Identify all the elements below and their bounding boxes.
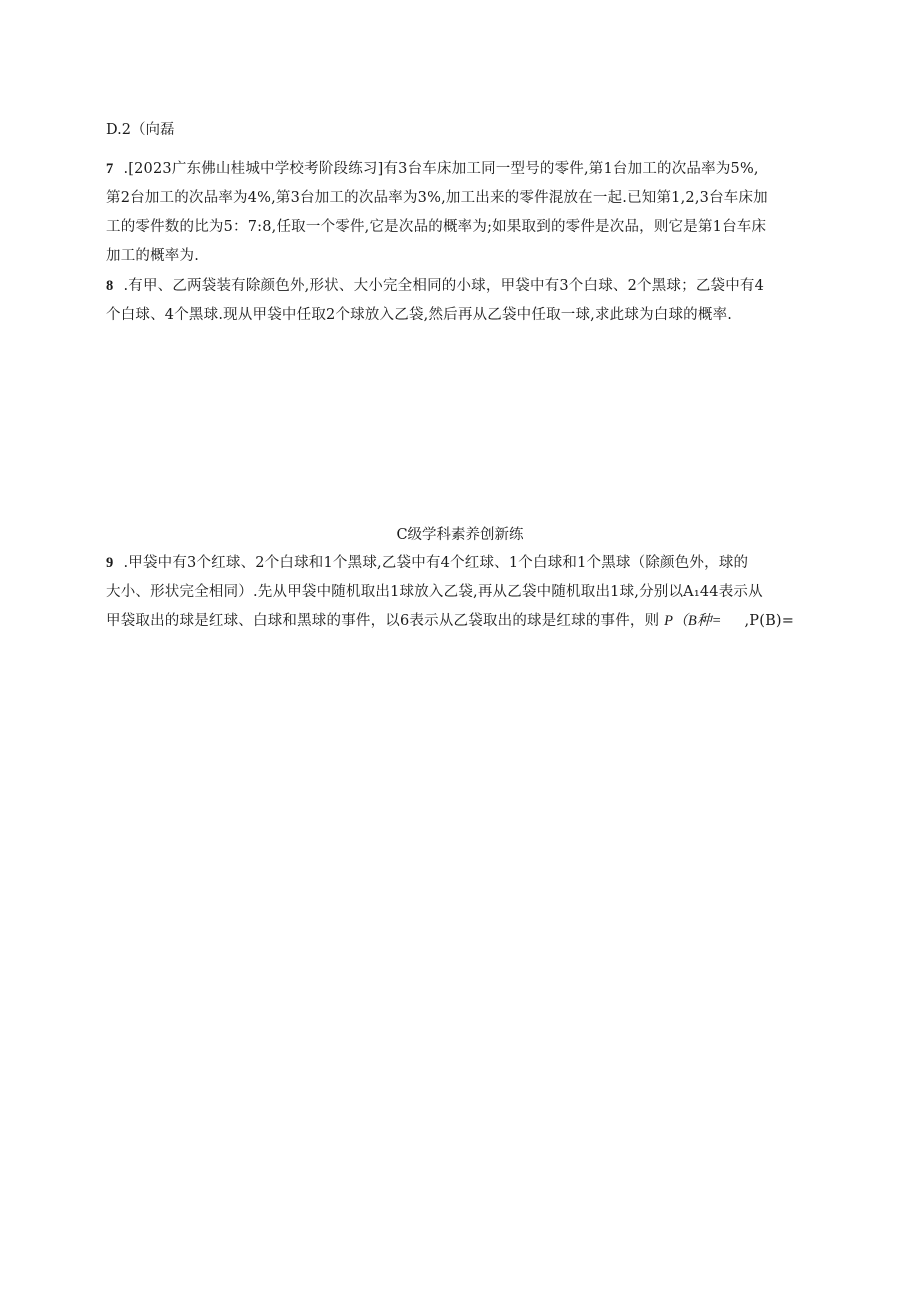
question-9-line-2: 大小、形状完全相同）.先从甲袋中随机取出1球放入乙袋,再从乙袋中随机取出1球,分别以A₁44表示从 [106, 584, 763, 600]
question-8-line-1 [106, 276, 764, 296]
question-9-probability-expr: P（B种= [664, 613, 722, 629]
question-9-line-3-text: 甲袋取出的球是红球、白球和黑球的事件，以6表示从乙袋取出的球是红球的事件，则 [106, 613, 660, 629]
question-8-line-2: 个白球、4个黑球.现从甲袋中任取2个球放入乙袋,然后再从乙袋中任取一球,求此球为白球的概率. [106, 307, 733, 323]
section-c-title: C级学科素养创新练 [396, 527, 524, 543]
question-9-text: .甲袋中有3个红球、2个白球和1个黑球,乙袋中有4个红球、1个白球和1个黑球（除颜色外，球的 [123, 555, 749, 571]
answer-option-d: D.2（向磊 [106, 122, 175, 138]
question-7-text: .[2023广东佛山桂城中学校考阶段练习]有3台车床加工同一型号的零件,第1台加工的次品率为5%, [123, 161, 759, 177]
question-9-number: 9 [106, 555, 114, 571]
question-7-line-1 [106, 159, 759, 179]
question-9-line-1 [106, 553, 748, 573]
question-7-line-4: 加工的概率为. [106, 248, 200, 264]
question-7-line-2: 第2台加工的次品率为4%,第3台加工的次品率为3%,加工出来的零件混放在一起.已知第1,2,3台车床加 [106, 190, 768, 206]
question-8-text: .有甲、乙两袋装有除颜色外,形状、大小完全相同的小球，甲袋中有3个白球、2个黑球；乙袋中有4 [123, 278, 765, 294]
question-9-probability-tail: ,P(B)= [744, 613, 795, 629]
question-8-number: 8 [106, 278, 114, 294]
question-7-line-3: 工的零件数的比为5：7:8,任取一个零件,它是次品的概率为;如果取到的零件是次品，则它是第1台车床 [106, 219, 767, 235]
question-9-line-3 [106, 611, 794, 631]
question-7-number: 7 [106, 161, 114, 177]
